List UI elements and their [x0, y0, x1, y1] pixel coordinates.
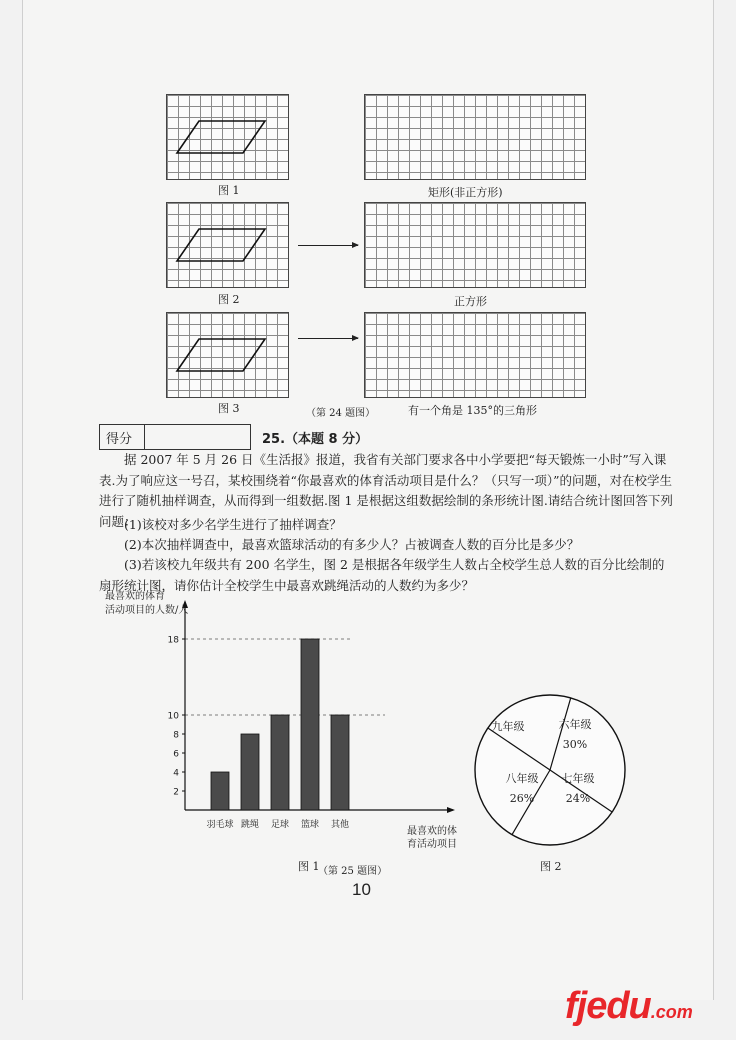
- watermark-logo: [565, 985, 693, 1028]
- question-3: (3)若该校九年级共有 200 名学生，图 2 是根据各年级学生人数占全校学生总人数的百分比绘制的扇形统计图，请你估计全校学生中最喜欢跳绳活动的人数约为多少？: [99, 557, 665, 593]
- parallelogram-3: [166, 312, 287, 396]
- score-divider: [144, 425, 145, 449]
- y-axis-title-line1: 最喜欢的体育: [105, 591, 165, 602]
- grid-answer-1: [364, 94, 586, 180]
- question-1: (1)该校对多少名学生进行了抽样调查？: [124, 517, 342, 532]
- pie-percent-六年级: 30%: [562, 738, 588, 751]
- y-axis-title-line2: 活动项目的人数/人: [105, 605, 189, 616]
- problem25-heading: 25.（本题 8 分）: [262, 432, 369, 447]
- x-tick-label: 篮球: [300, 820, 320, 830]
- x-tick-label: 羽毛球: [206, 820, 234, 830]
- watermark-main: fjedu: [565, 985, 651, 1027]
- x-axis-arrow: [447, 807, 455, 813]
- pie-percent-八年级: 26%: [509, 792, 535, 805]
- bar-足球: [271, 715, 289, 810]
- bar-chart-fig-label: 图 1: [298, 860, 320, 873]
- grid-answer-3: [364, 312, 586, 398]
- y-tick-label: 6: [173, 749, 179, 760]
- problem25-caption: （第 25 题图）: [318, 866, 388, 877]
- bar-跳绳: [241, 734, 259, 810]
- fig1-label: 图 1: [218, 184, 240, 197]
- score-box: [99, 424, 251, 450]
- watermark-suffix: .com: [650, 1002, 693, 1022]
- pie-label-九年级: 九年级: [491, 720, 525, 733]
- y-tick-label: 2: [173, 787, 179, 798]
- bar-chart: [100, 585, 480, 850]
- arrow-3: [298, 338, 358, 339]
- fig3-label: 图 3: [218, 402, 240, 415]
- fig2-label: 图 2: [218, 293, 240, 306]
- x-tick-label: 其他: [330, 820, 350, 830]
- parallelogram-2: [166, 202, 287, 286]
- page-number: 10: [352, 880, 371, 899]
- pie-percent-七年级: 24%: [565, 792, 591, 805]
- x-tick-label: 足球: [270, 820, 290, 830]
- pie-label-八年级: 八年级: [505, 772, 539, 785]
- x-axis-title-line2: 育活动项目: [407, 839, 457, 850]
- y-tick-label: 10: [167, 711, 179, 722]
- target-triangle-label: 有一个角是 135°的三角形: [408, 404, 537, 417]
- pie-chart: [470, 690, 630, 850]
- arrow-2: [298, 245, 358, 246]
- y-tick-label: 18: [167, 635, 179, 646]
- question-2: (2)本次抽样调查中，最喜欢篮球活动的有多少人？占被调查人数的百分比是多少？: [124, 537, 580, 552]
- bar-其他: [331, 715, 349, 810]
- x-axis-title-line1: 最喜欢的体: [407, 826, 457, 837]
- y-tick-label: 4: [173, 768, 179, 779]
- problem24-caption: （第 24 题图）: [306, 408, 376, 419]
- x-tick-label: 跳绳: [240, 820, 260, 830]
- grid-answer-2: [364, 202, 586, 288]
- score-label: 得分: [106, 432, 133, 447]
- pie-chart-fig-label: 图 2: [540, 860, 562, 873]
- target-rectangle-label: 矩形(非正方形): [428, 186, 503, 199]
- target-square-label: 正方形: [454, 295, 487, 308]
- bar-篮球: [301, 639, 319, 810]
- y-tick-label: 8: [173, 730, 179, 741]
- pie-label-六年级: 六年级: [558, 718, 592, 731]
- pie-label-七年级: 七年级: [561, 772, 595, 785]
- parallelogram-1: [166, 94, 287, 178]
- bar-羽毛球: [211, 772, 229, 810]
- problem25-intro: 据 2007 年 5 月 26 日《生活报》报道，我省有关部门要求各中小学要把“每天锻炼一小时”写入课表.为了响应这一号召，某校围绕着“你最喜欢的体育活动项目是什么？（只写一项）”的问题，对在校学生进行了随机抽样调查，从而得到一组数据.图 1 是根据这组数据绘制的条形统计图.请结合统计图回答下列问题：: [99, 452, 673, 529]
